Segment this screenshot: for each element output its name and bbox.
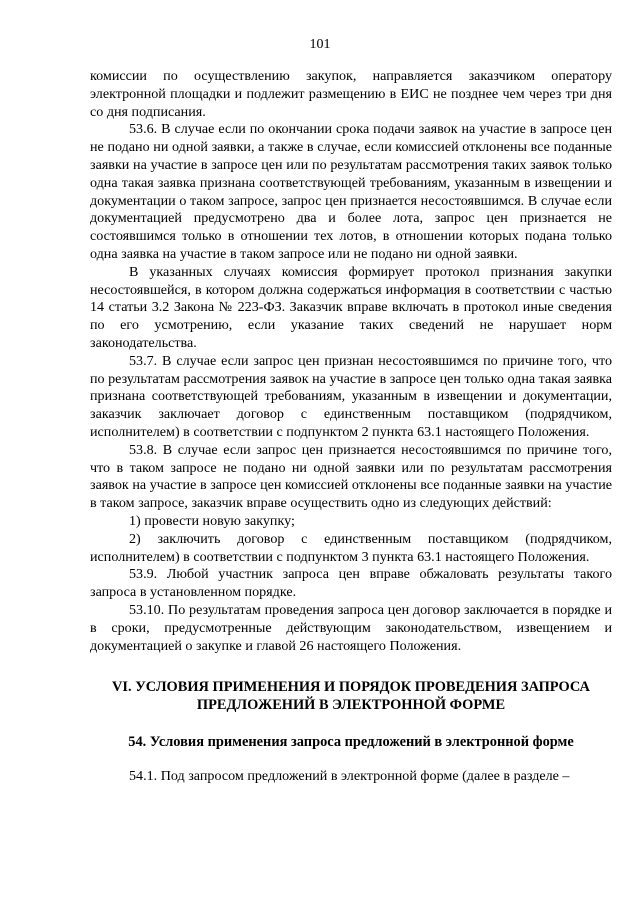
page-number: 101 <box>309 37 331 52</box>
section-heading <box>90 678 612 714</box>
paragraph-53-10: 53.10. По результатам проведения запроса цен договор заключается в порядке и в сроки, предусмотренные действующим законодательством, извещением и документацией о закупке и главой 26 настоящего Положения. <box>90 601 612 654</box>
paragraph-continuation: комиссии по осуществлению закупок, направляется заказчиком оператору электронной площадки и подлежит размещению в ЕИС не позднее чем через три дня со дня подписания. <box>90 68 612 120</box>
paragraph-53-8: 53.8. В случае если запрос цен признается несостоявшимся по причине того, что в таком запросе не подано ни одной заявки или по результатам рассмотрения заявок на участие в запросе цен комиссией отклонены все поданные заявки на участие в таком запросе, заказчик вправе осуществить одно из следующих действий: <box>90 441 612 512</box>
paragraph-protocol: В указанных случаях комиссия формирует протокол признания закупки несостоявшейся, в котором должна содержаться информация в соответствии с частью 14 статьи 3.2 Закона № 223-ФЗ. Заказчик вправе включать в протокол иные сведения по его усмотрению, если указание таких сведений не нарушает норм законодательства. <box>90 263 612 351</box>
list-item-2: 2) заключить договор с единственным поставщиком (подрядчиком, исполнителем) в соответствии с подпунктом 3 пункта 63.1 настоящего Положения. <box>90 530 612 565</box>
paragraph-53-9: 53.9. Любой участник запроса цен вправе обжаловать результаты такого запроса в установленном порядке. <box>90 566 612 601</box>
paragraph-53-7: 53.7. В случае если запрос цен признан несостоявшимся по причине того, что по результатам рассмотрения заявок на участие в запросе цен только одна такая заявка признана соответствующей требованиям, указанным в извещении и документации, заказчик заключает договор с единственным поставщиком (подрядчиком, исполнителем) в соответствии с подпунктом 2 пункта 63.1 настоящего Положения. <box>90 352 612 440</box>
section-heading-line-1: VI. УСЛОВИЯ ПРИМЕНЕНИЯ И ПОРЯДОК ПРОВЕДЕНИЯ ЗАПРОСА <box>112 679 590 696</box>
subsection-heading: 54. Условия применения запроса предложений в электронной форме <box>128 734 574 751</box>
paragraph-53-6: 53.6. В случае если по окончании срока подачи заявок на участие в запросе цен не подано ни одной заявки, а также в случае, если комиссией отклонены все поданные заявки на участие в запросе цен или по результатам рассмотрения таких заявок только одна такая заявка признана соответствующей требованиям, указанным в извещении и документации о таком запросе, запрос цен признается несостоявшимся. В случае если документацией предусмотрено два и более лота, запрос цен признается не состоявшимся только в отношении тех лотов, в отношении которых подана только одна заявка на участие в таком запросе или не подано ни одной заявки. <box>90 121 612 262</box>
document-body <box>90 68 612 786</box>
paragraph-54-1: 54.1. Под запросом предложений в электронной форме (далее в разделе – <box>129 768 570 785</box>
list-item-1: 1) провести новую закупку; <box>129 512 295 529</box>
section-heading-line-2: ПРЕДЛОЖЕНИЙ В ЭЛЕКТРОННОЙ ФОРМЕ <box>196 697 506 714</box>
